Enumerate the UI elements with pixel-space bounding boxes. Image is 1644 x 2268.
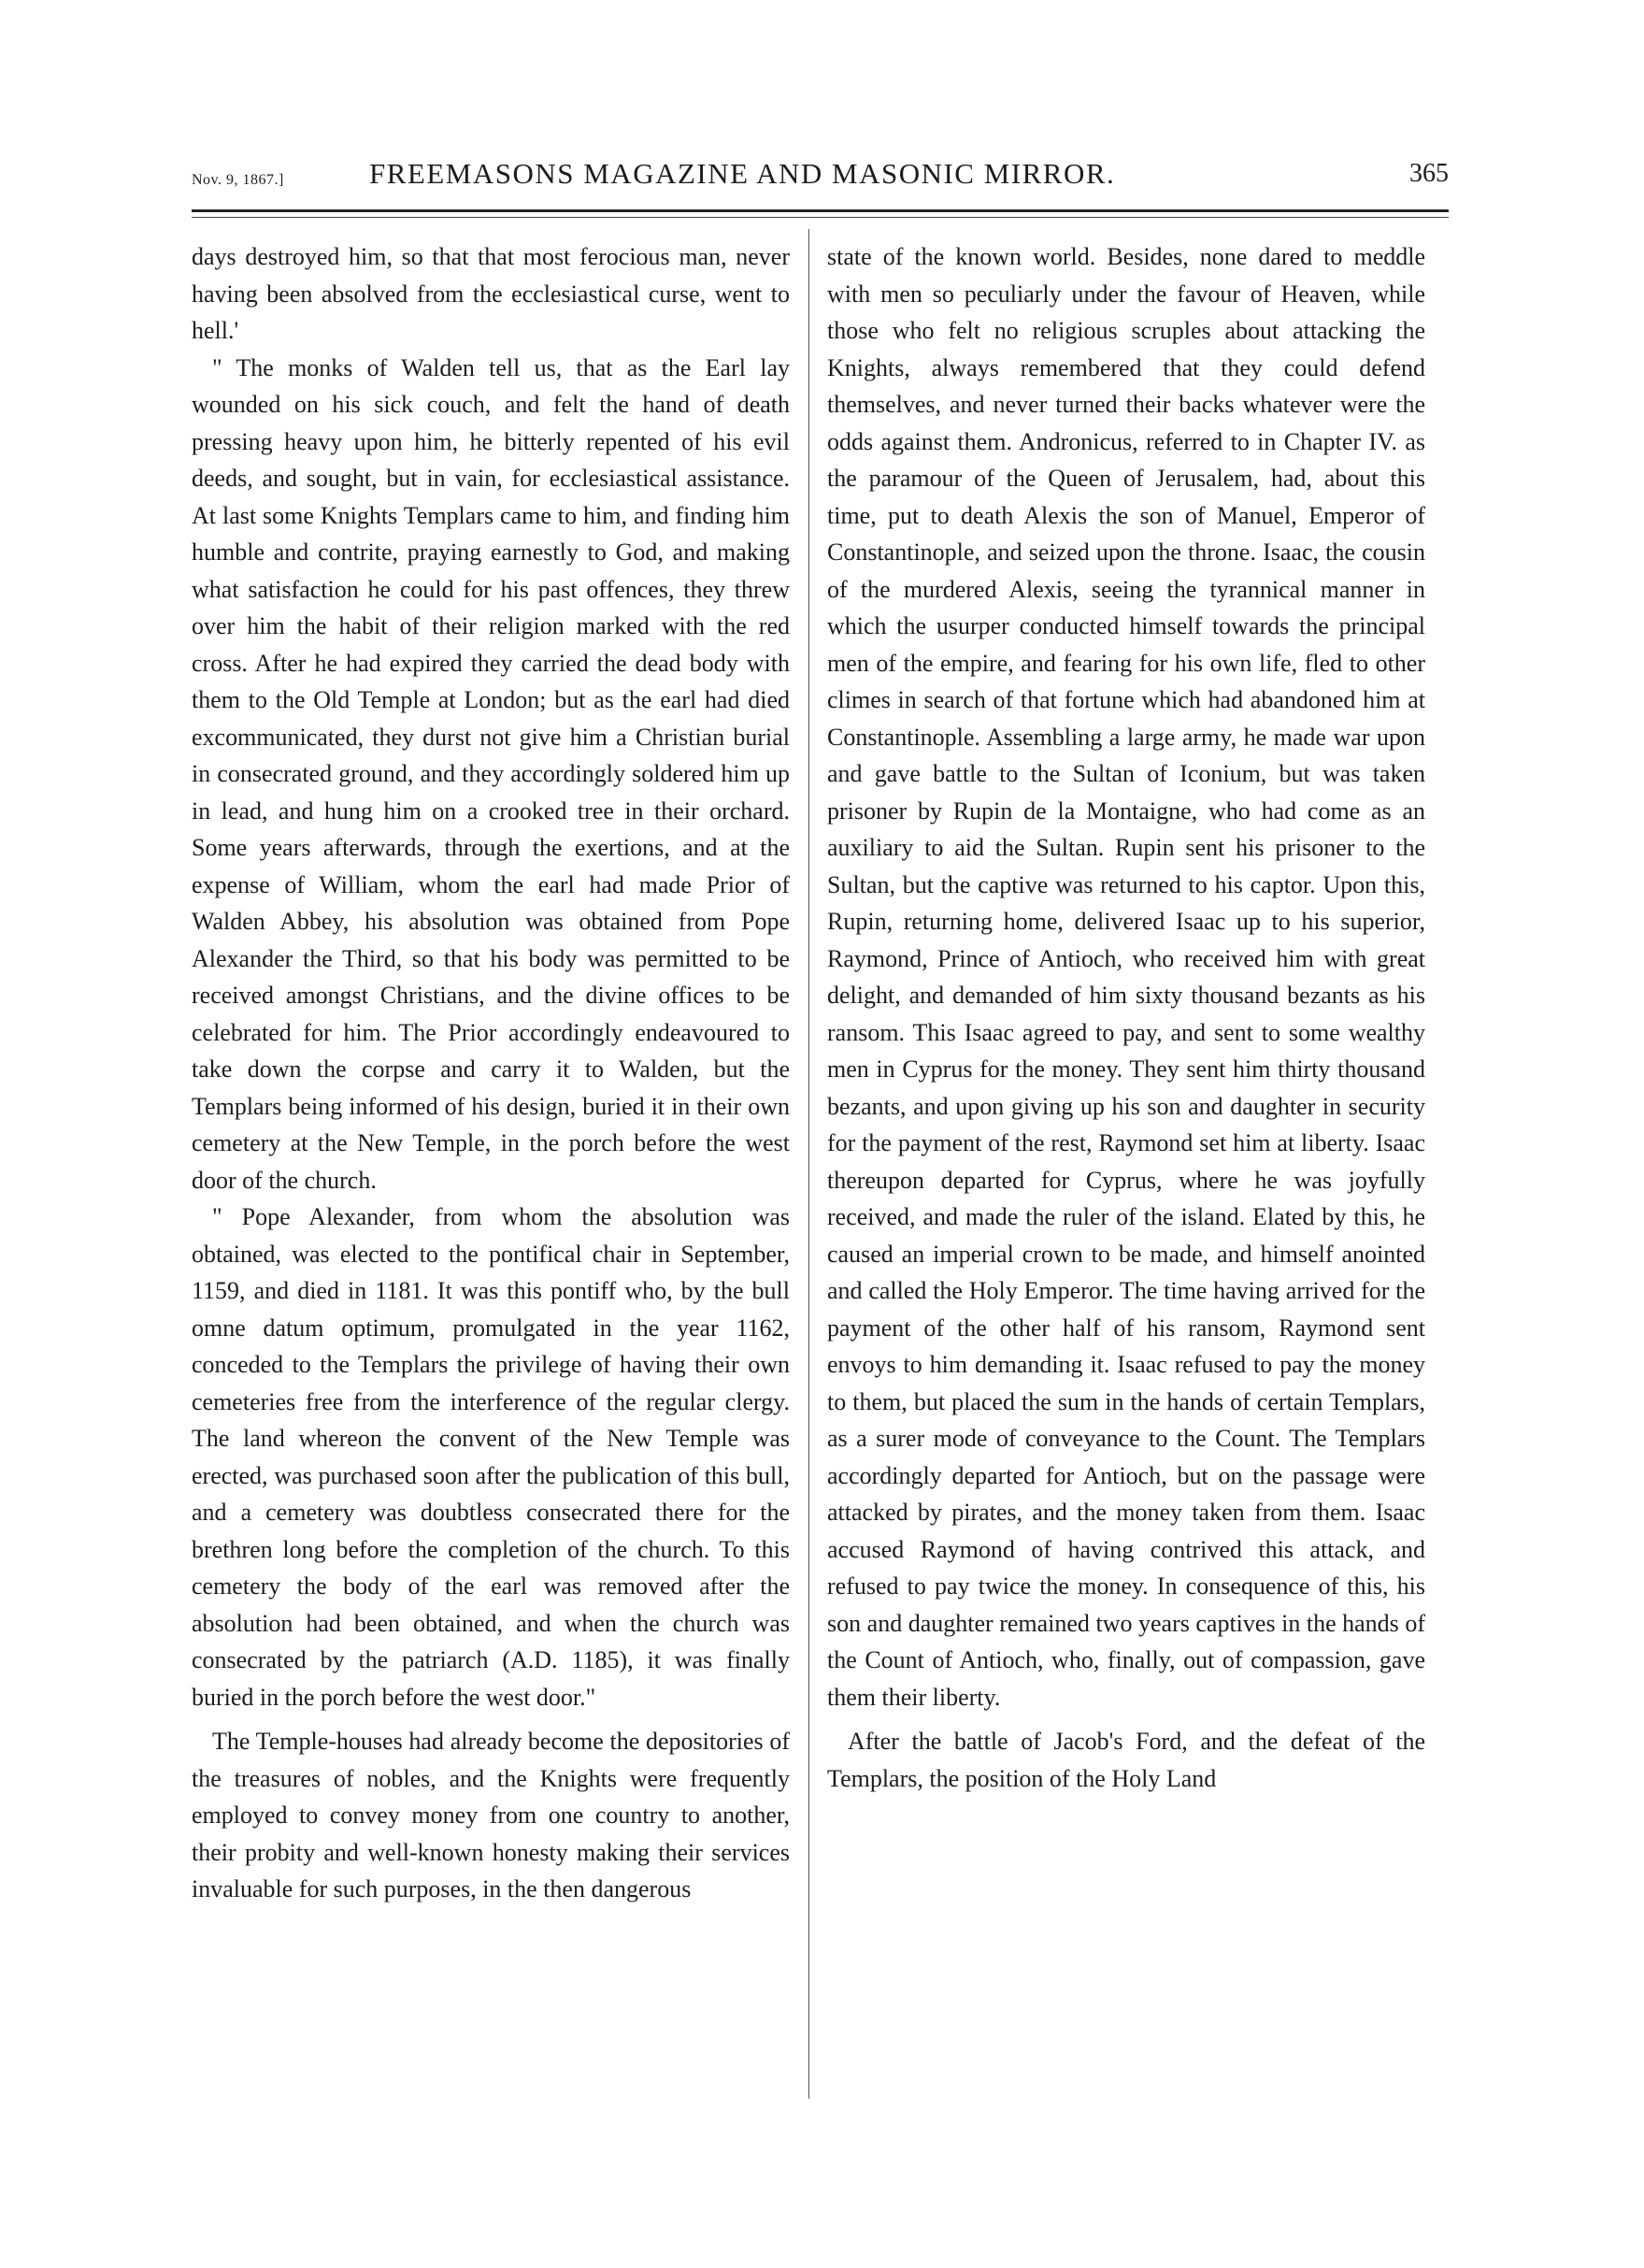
column-divider	[808, 229, 809, 2099]
right-column	[827, 238, 1425, 2108]
header-rule-thin	[192, 217, 1449, 218]
magazine-title: FREEMASONS MAGAZINE AND MASONIC MIRROR.	[369, 157, 1116, 190]
left-column	[192, 238, 790, 2108]
paragraph: state of the known world. Besides, none dared to meddle with men so peculiarly under the favour of Heaven, while those who felt no religious scruples about attacking the Knights, always remembered that they could defend themselves, and never turned their backs whatever were the odds against them. Andronicus, referred to in Chapter IV. as the paramour of the Queen of Jerusalem, had, about this time, put to death Alexis the son of Manuel, Emperor of Constantinople, and seized upon the throne. Isaac, the cousin of the murdered Alexis, seeing the tyrannical manner in which the usurper conducted himself towards the principal men of the empire, and fearing for his own life, fled to other climes in search of that fortune which had abandoned him at Constantinople. Assembling a large army, he made war upon and gave battle to the Sultan of Iconium, but was taken prisoner by Rupin de la Montaigne, who had come as an auxiliary to aid the Sultan. Rupin sent his prisoner to the Sultan, but the captive was returned to his captor. Upon this, Rupin, returning home, delivered Isaac up to his superior, Raymond, Prince of Antioch, who received him with great delight, and demanded of him sixty thousand bezants as his ransom. This Isaac agreed to pay, and sent to some wealthy men in Cyprus for the money. They sent him thirty thousand bezants, and upon giving up his son and daughter in security for the payment of the rest, Raymond set him at liberty. Isaac thereupon departed for Cyprus, where he was joyfully received, and made the ruler of the island. Elated by this, he caused an imperial crown to be made, and himself anointed and called the Holy Emperor. The time having arrived for the payment of the other half of his ransom, Raymond sent envoys to him demanding it. Isaac refused to pay the money to them, but placed the sum in the hands of certain Templars, as a surer mode of conveyance to the Count. The Templars accordingly departed for Antioch, but on the passage were attacked by pirates, and the money taken from them. Isaac accused Raymond of having contrived this attack, and refused to pay twice the money. In consequence of this, his son and daughter remained two years captives in the hands of the Count of Antioch, who, finally, out of compassion, gave them their liberty.	[827, 243, 1425, 1711]
page-header	[192, 157, 1449, 204]
paragraph: days destroyed him, so that that most ferocious man, never having been absolved from the ecclesiastical curse, went to hell.'	[192, 243, 790, 344]
header-rule-thick	[192, 209, 1449, 212]
issue-date: Nov. 9, 1867.]	[192, 172, 284, 188]
paragraph: The Temple-houses had already become the depositories of the treasures of nobles, and the Knights were frequently employed to convey money from one country to another, their probity and well-known honesty making their services invaluable for such purposes, in the then dangerous	[192, 1728, 790, 1902]
page-number: 365	[1409, 159, 1449, 188]
paragraph: " The monks of Walden tell us, that as the Earl lay wounded on his sick couch, and felt the hand of death pressing heavy upon him, he bitterly repented of his evil deeds, and sought, but in vain, for ecclesiastical assistance. At last some Knights Templars came to him, and finding him humble and contrite, praying earnestly to God, and making what satisfaction he could for his past offences, they threw over him the habit of their religion marked with the red cross. After he had expired they carried the dead body with them to the Old Temple at London; but as the earl had died excommunicated, they durst not give him a Christian burial in consecrated ground, and they accordingly soldered him up in lead, and hung him on a crooked tree in their orchard. Some years afterwards, through the exertions, and at the expense of William, whom the earl had made Prior of Walden Abbey, his absolution was obtained from Pope Alexander the Third, so that his body was permitted to be received amongst Christians, and the divine offices to be celebrated for him. The Prior accordingly endeavoured to take down the corpse and carry it to Walden, but the Templars being informed of his design, buried it in their own cemetery at the New Temple, in the porch before the west door of the church.	[192, 353, 790, 1194]
paragraph: " Pope Alexander, from whom the absolution was obtained, was elected to the pontifical chair in September, 1159, and died in 1181. It was this pontiff who, by the bull omne datum optimum, promulgated in the year 1162, conceded to the Templars the privilege of having their own cemeteries free from the interference of the regular clergy. The land whereon the convent of the New Temple was erected, was purchased soon after the publication of this bull, and a cemetery was doubtless consecrated there for the brethren long before the completion of the church. To this cemetery the body of the earl was removed after the absolution had been obtained, and when the church was consecrated by the patriarch (A.D. 1185), it was finally buried in the porch before the west door."	[192, 1203, 790, 1711]
paragraph: After the battle of Jacob's Ford, and the defeat of the Templars, the position of the Holy Land	[827, 1728, 1425, 1792]
